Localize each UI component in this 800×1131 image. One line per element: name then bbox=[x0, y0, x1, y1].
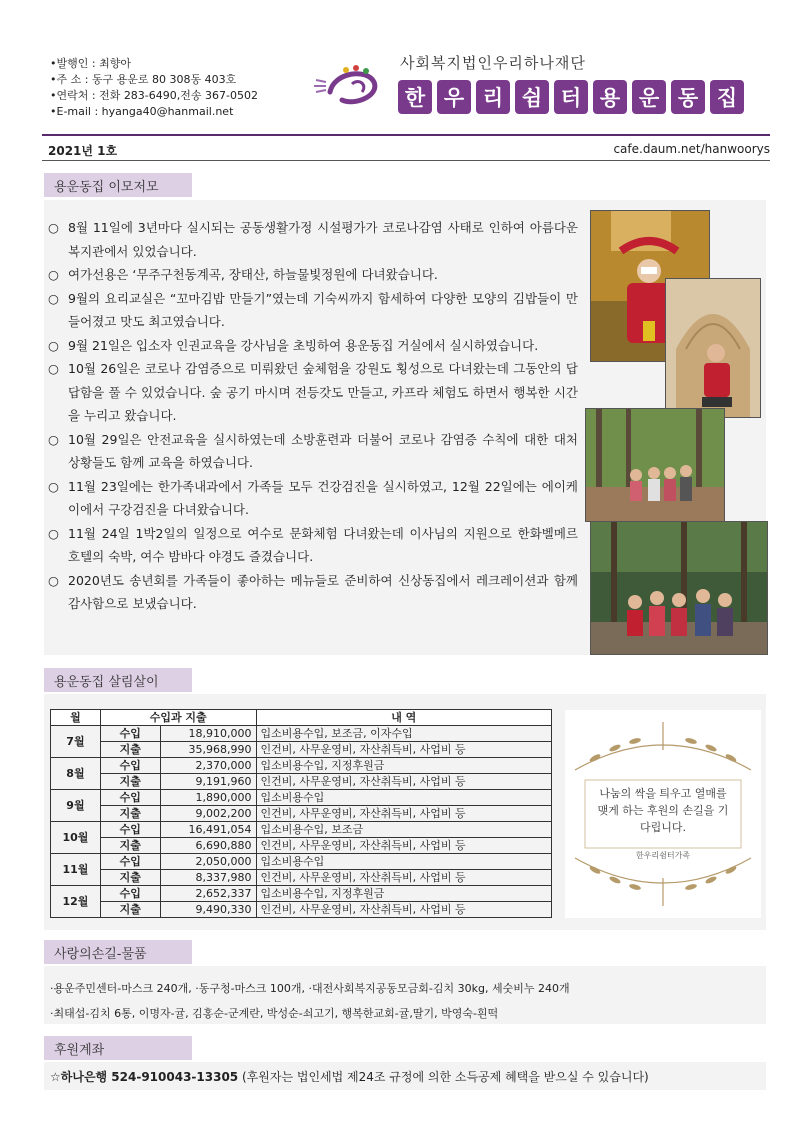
list-item bbox=[48, 522, 578, 569]
month-cell: 10월 bbox=[51, 822, 101, 854]
kind-cell: 수입 bbox=[100, 790, 160, 806]
amount-cell: 2,370,000 bbox=[160, 758, 256, 774]
kind-cell: 지출 bbox=[100, 742, 160, 758]
detail-cell: 인건비, 사무운영비, 자산취득비, 사업비 등 bbox=[256, 838, 551, 854]
news-text: 11월 23일에는 한가족내과에서 가족들 모두 건강검진을 실시하였고, 12월 22일에는 에이케이에서 구강검진을 다녀왔습니다. bbox=[68, 478, 578, 517]
amount-cell: 2,050,000 bbox=[160, 854, 256, 870]
title-char: 운 bbox=[632, 80, 666, 114]
kind-cell: 수입 bbox=[100, 854, 160, 870]
detail-cell: 인건비, 사무운영비, 자산취득비, 사업비 등 bbox=[256, 902, 551, 918]
amount-cell: 35,968,990 bbox=[160, 742, 256, 758]
contact-line: •연락처 : 전화 283-6490,전송 367-0502 bbox=[50, 89, 258, 102]
detail-cell: 입소비용수입, 보조금 bbox=[256, 822, 551, 838]
table-row bbox=[51, 758, 552, 774]
news-text: 10월 26일은 코로나 감염증으로 미뤄왔던 숲체험을 강원도 횡성으로 다녀왔는데 그동안의 답답함을 풀 수 있었습니다. 숲 공기 마시며 전등갓도 만들고, 카프라 체험도 하면서 행복한 시간을 누리고 왔습니다. bbox=[68, 361, 578, 423]
table-row bbox=[51, 838, 552, 854]
detail-cell: 입소비용수입, 지정후원금 bbox=[256, 886, 551, 902]
kind-cell: 지출 bbox=[100, 774, 160, 790]
header-income-expense: 수입과 지출 bbox=[100, 710, 256, 726]
kind-cell: 지출 bbox=[100, 838, 160, 854]
news-text: 2020년도 송년회를 가족들이 좋아하는 메뉴들로 준비하여 신상동집에서 레크레이션과 함께 감사함으로 보냈습니다. bbox=[68, 572, 578, 611]
title-char: 쉼 bbox=[515, 80, 549, 114]
amount-cell: 9,191,960 bbox=[160, 774, 256, 790]
kind-cell: 수입 bbox=[100, 822, 160, 838]
publisher-info bbox=[50, 56, 258, 120]
issue-divider bbox=[42, 160, 770, 161]
kind-cell: 수입 bbox=[100, 758, 160, 774]
address-line: •주 소 : 동구 용운로 80 308동 403호 bbox=[50, 73, 237, 86]
table-header-row bbox=[51, 710, 552, 726]
foundation-logo-icon bbox=[312, 62, 392, 110]
table-row bbox=[51, 806, 552, 822]
month-cell: 8월 bbox=[51, 758, 101, 790]
list-item bbox=[48, 428, 578, 475]
list-item bbox=[48, 357, 578, 428]
list-item bbox=[48, 475, 578, 522]
amount-cell: 8,337,980 bbox=[160, 870, 256, 886]
detail-cell: 인건비, 사무운영비, 자산취득비, 사업비 등 bbox=[256, 774, 551, 790]
gift-line: ·최태섭-김치 6통, 이명자-귤, 김홍순-군계란, 박성순-쇠고기, 행복한교회-귤,딸기, 박영숙-흰떡 bbox=[50, 1007, 499, 1020]
news-text: 9월 21일은 입소자 인권교육을 강사님을 초빙하여 용운동집 거실에서 실시하였습니다. bbox=[68, 337, 539, 353]
title-char: 한 bbox=[398, 80, 432, 114]
month-cell: 7월 bbox=[51, 726, 101, 758]
bullet-icon: ○ bbox=[48, 431, 59, 447]
detail-cell: 인건비, 사무운영비, 자산취득비, 사업비 등 bbox=[256, 870, 551, 886]
month-cell: 12월 bbox=[51, 886, 101, 918]
organization-name: 사회복지법인우리하나재단 bbox=[400, 54, 586, 72]
gifts-list bbox=[50, 976, 760, 1026]
tax-note: (후원자는 법인세법 제24조 규정에 의한 소득공제 혜택을 받으실 수 있습니다) bbox=[238, 1070, 649, 1084]
header-detail: 내 역 bbox=[256, 710, 551, 726]
list-item bbox=[48, 334, 578, 358]
section-label-account: 후원계좌 bbox=[44, 1036, 192, 1060]
title-char: 용 bbox=[593, 80, 627, 114]
header-month: 월 bbox=[51, 710, 101, 726]
bullet-icon: ○ bbox=[48, 525, 59, 541]
amount-cell: 9,490,330 bbox=[160, 902, 256, 918]
donation-line: 다립니다. bbox=[639, 821, 686, 834]
table-row bbox=[51, 854, 552, 870]
list-item bbox=[48, 287, 578, 334]
amount-cell: 6,690,880 bbox=[160, 838, 256, 854]
bullet-icon: ○ bbox=[48, 361, 59, 376]
gift-line: ·용운주민센터-마스크 240개, ·동구청-마스크 100개, ·대전사회복지공동모금회-김치 30kg, 세숫비누 240개 bbox=[50, 982, 570, 995]
section-label-news: 용운동집 이모저모 bbox=[44, 173, 192, 197]
amount-cell: 18,910,000 bbox=[160, 726, 256, 742]
kind-cell: 지출 bbox=[100, 806, 160, 822]
table-row bbox=[51, 886, 552, 902]
bullet-icon: ○ bbox=[48, 290, 59, 306]
bullet-icon: ○ bbox=[48, 267, 59, 282]
news-list bbox=[48, 216, 578, 616]
donation-signature: 한우리쉼터가족 bbox=[635, 851, 691, 860]
amount-cell: 2,652,337 bbox=[160, 886, 256, 902]
publisher-line: •발행인 : 최향아 bbox=[50, 57, 131, 70]
cafe-link[interactable]: cafe.daum.net/hanwoorys bbox=[613, 142, 770, 156]
kind-cell: 지출 bbox=[100, 870, 160, 886]
bank-account bbox=[50, 1068, 649, 1085]
photo-house bbox=[665, 278, 761, 418]
section-label-gifts: 사랑의손길-물품 bbox=[44, 940, 192, 964]
list-item bbox=[48, 569, 578, 616]
section-label-finance: 용운동집 살림살이 bbox=[44, 668, 192, 692]
table-row bbox=[51, 742, 552, 758]
title-char: 집 bbox=[710, 80, 744, 114]
email-line: •E-mail : hyanga40@hanmail.net bbox=[50, 105, 234, 118]
detail-cell: 입소비용수입 bbox=[256, 790, 551, 806]
finance-table bbox=[50, 709, 552, 918]
news-text: 여가선용은 ‘무주구천동계곡, 장태산, 하늘물빛정원에 다녀왔습니다. bbox=[68, 267, 438, 282]
detail-cell: 입소비용수입 bbox=[256, 854, 551, 870]
news-text: 10월 29일은 안전교육을 실시하였는데 소방훈련과 더불어 코로나 감염증 수칙에 대한 대처 상황들도 함께 교육을 하였습니다. bbox=[68, 431, 578, 470]
news-text: 9월의 요리교실은 “꼬마김밥 만들기”였는데 기숙씨까지 함세하여 다양한 모양의 김밥들이 만들어졌고 맛도 최고였습니다. bbox=[68, 290, 578, 329]
amount-cell: 1,890,000 bbox=[160, 790, 256, 806]
bullet-icon: ○ bbox=[48, 337, 59, 353]
title-char: 동 bbox=[671, 80, 705, 114]
table-row bbox=[51, 902, 552, 918]
amount-cell: 9,002,200 bbox=[160, 806, 256, 822]
photo-yeosu-trip bbox=[590, 521, 768, 655]
kind-cell: 수입 bbox=[100, 886, 160, 902]
month-cell: 11월 bbox=[51, 854, 101, 886]
news-text: 8월 11일에 3년마다 실시되는 공동생활가정 시설평가가 코로나감염 사태로 인하여 아름다운복지관에서 있었습니다. bbox=[68, 220, 578, 259]
table-row bbox=[51, 790, 552, 806]
donation-message bbox=[575, 785, 751, 836]
table-row bbox=[51, 774, 552, 790]
news-text: 11월 24일 1박2일의 일정으로 여수로 문화체험 다녀왔는데 이사님의 지원으로 한화벨메르 호텔의 숙박, 여수 밤바다 야경도 즐겼습니다. bbox=[68, 525, 578, 564]
table-row bbox=[51, 870, 552, 886]
kind-cell: 수입 bbox=[100, 726, 160, 742]
title-char: 터 bbox=[554, 80, 588, 114]
bullet-icon: ○ bbox=[48, 220, 59, 235]
newsletter-title bbox=[398, 80, 744, 114]
amount-cell: 16,491,054 bbox=[160, 822, 256, 838]
detail-cell: 입소비용수입, 보조금, 이자수입 bbox=[256, 726, 551, 742]
month-cell: 9월 bbox=[51, 790, 101, 822]
detail-cell: 입소비용수입, 지정후원금 bbox=[256, 758, 551, 774]
donation-line: 맺게 하는 후원의 손길을 기 bbox=[597, 804, 729, 817]
table-row bbox=[51, 726, 552, 742]
detail-cell: 인건비, 사무운영비, 자산취득비, 사업비 등 bbox=[256, 806, 551, 822]
title-char: 리 bbox=[476, 80, 510, 114]
bullet-icon: ○ bbox=[48, 572, 59, 588]
detail-cell: 인건비, 사무운영비, 자산취득비, 사업비 등 bbox=[256, 742, 551, 758]
photo-forest bbox=[585, 408, 725, 522]
account-number: ☆하나은행 524-910043-13305 bbox=[50, 1070, 239, 1084]
table-row bbox=[51, 822, 552, 838]
list-item bbox=[48, 216, 578, 263]
issue-number: 2021년 1호 bbox=[48, 144, 118, 158]
list-item bbox=[48, 263, 578, 287]
kind-cell: 지출 bbox=[100, 902, 160, 918]
header-divider bbox=[42, 134, 770, 136]
title-char: 우 bbox=[437, 80, 471, 114]
donation-line: 나눔의 싹을 틔우고 열매를 bbox=[599, 787, 727, 800]
bullet-icon: ○ bbox=[48, 478, 59, 494]
